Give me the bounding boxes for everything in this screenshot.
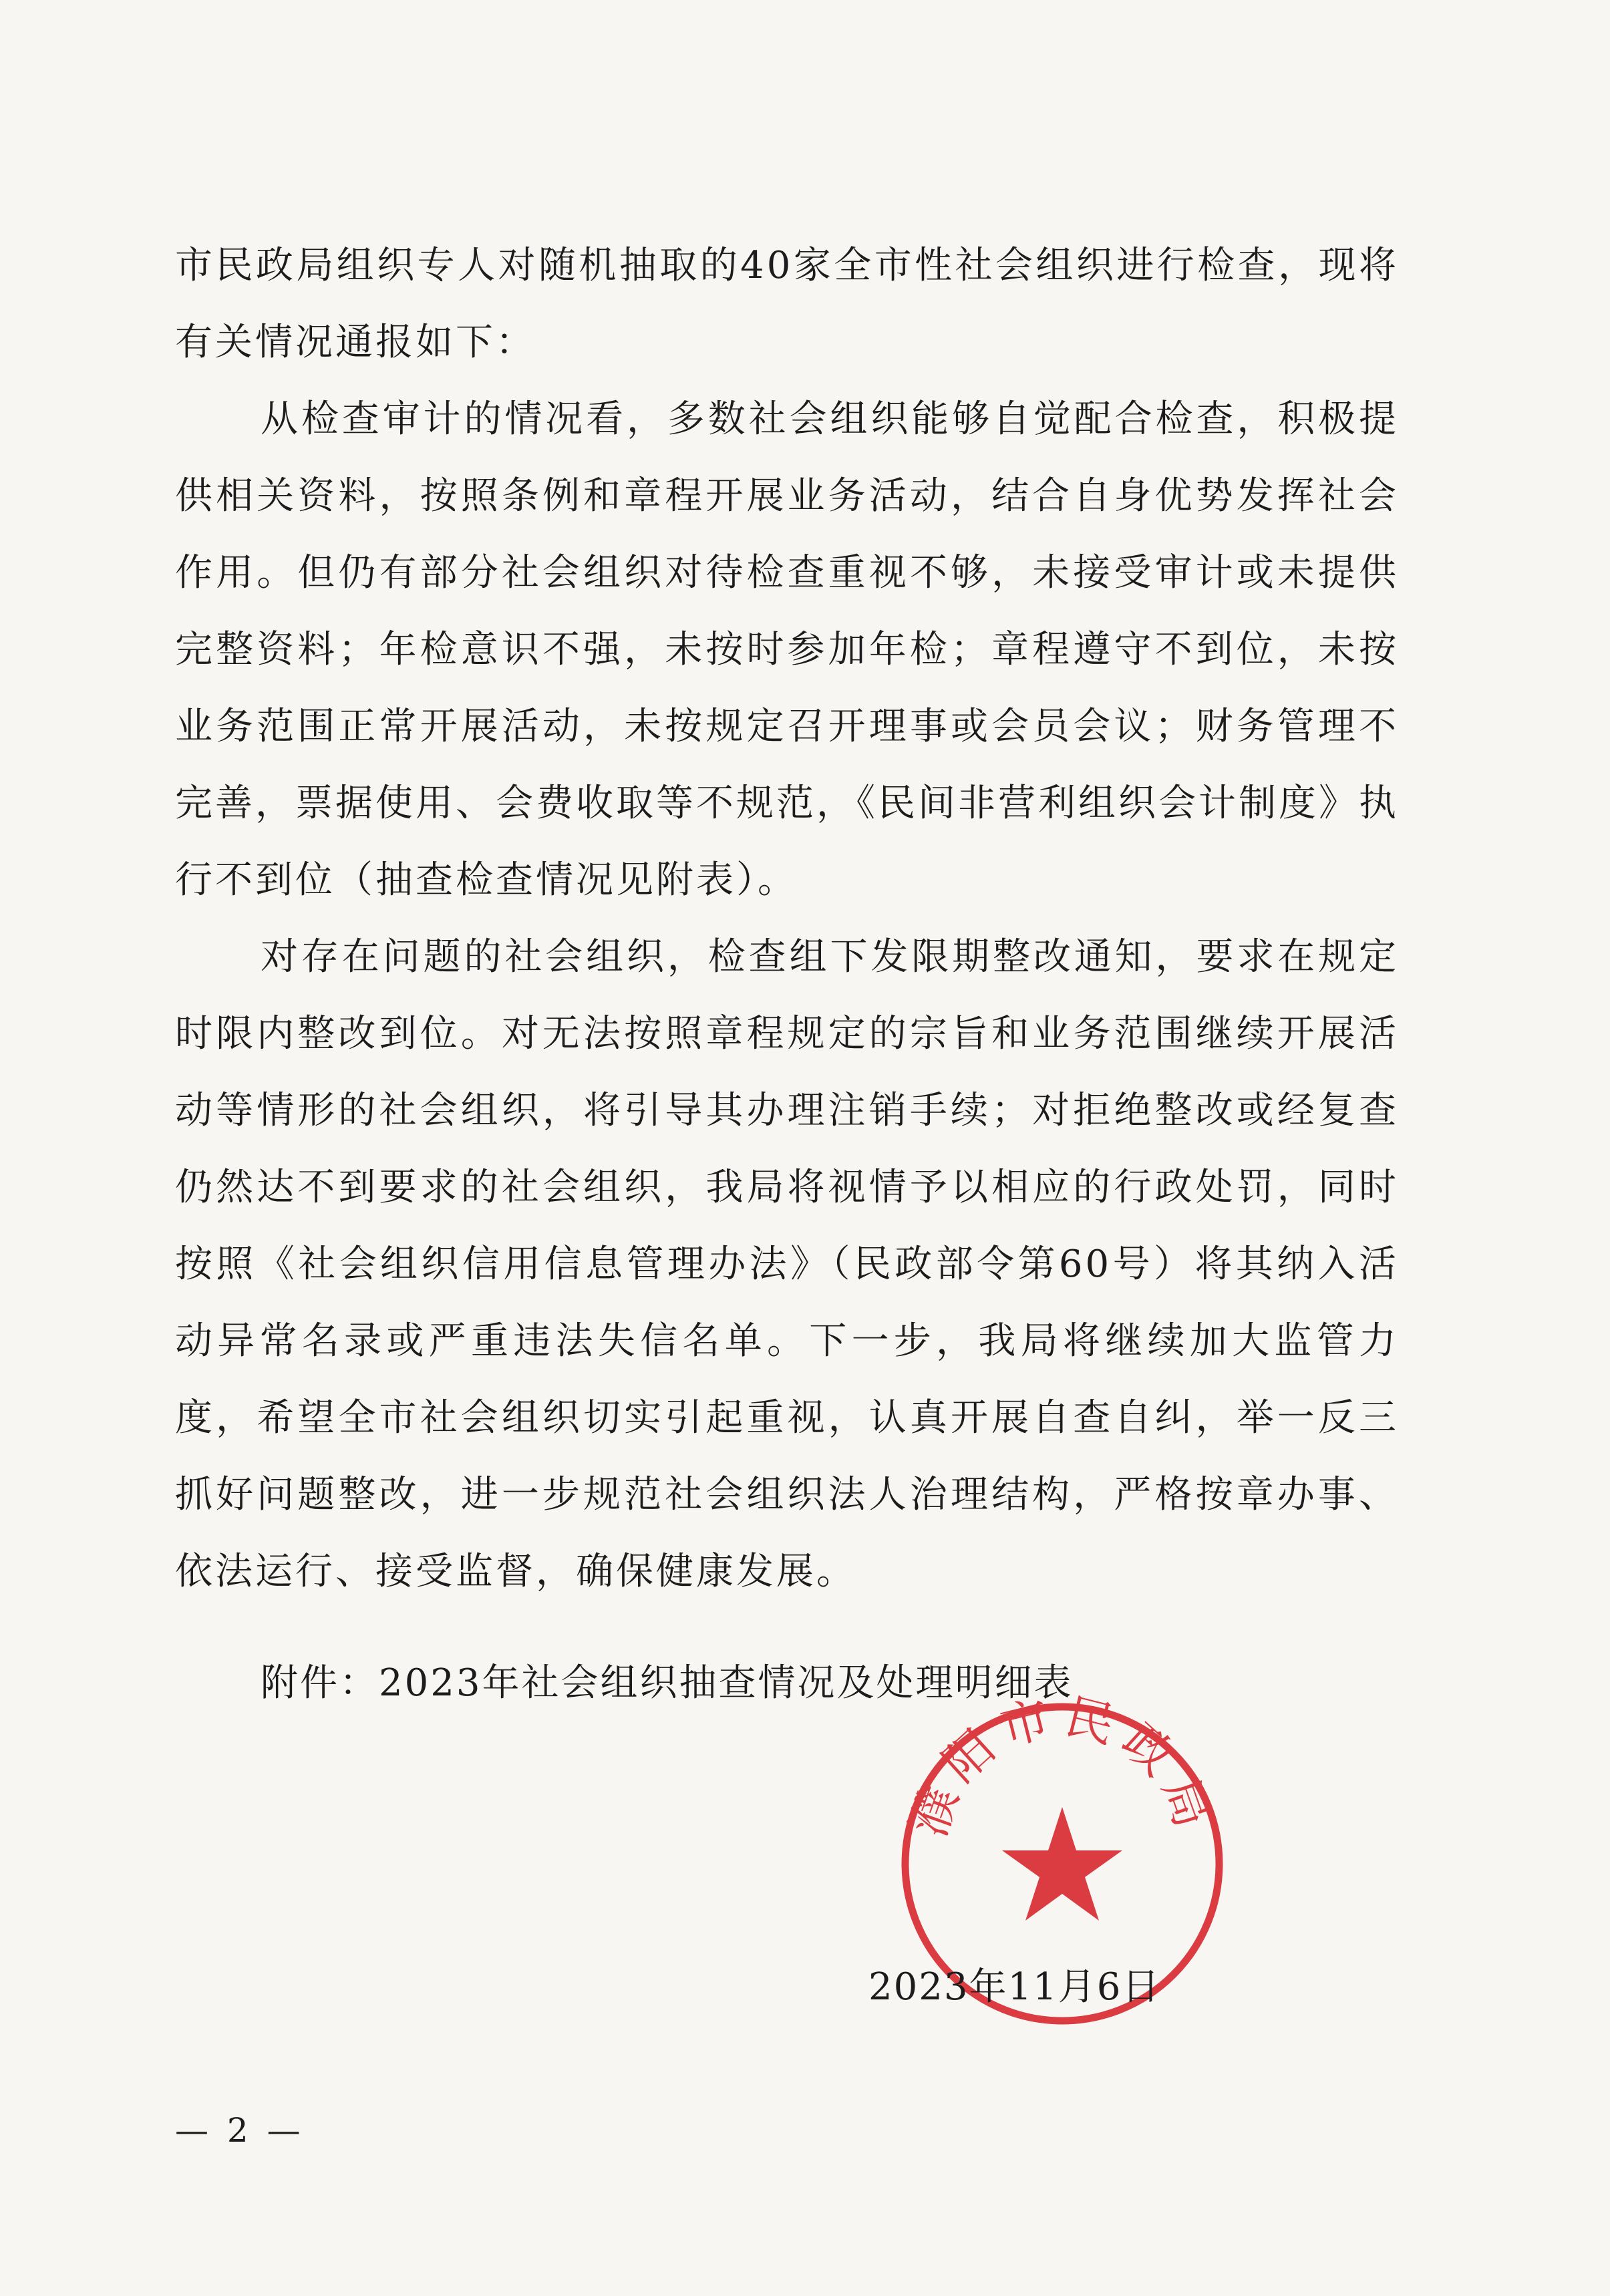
attachment-line: 附件：2023年社会组织抽查情况及处理明细表	[261, 1661, 1074, 1705]
page-number: — 2 —	[175, 2111, 305, 2150]
svg-text:濮阳市民政局: 濮阳市民政局	[900, 1690, 1225, 1844]
paragraph-rectification: 对存在问题的社会组织，检查组下发限期整改通知，要求在规定时限内整改到位。对无法按照章程规定的宗旨和业务范围继续开展活动等情形的社会组织，将引导其办理注销手续；对拒绝整改或经复查仍然达不到要求的社会组织，我局将视情予以相应的行政处罚，同时按照《社会组织信用信息管理办法》（民政部令第60号）将其纳入活动异常名录或严重违法失信名单。下一步，我局将继续加大监管力度，希望全市社会组织切实引起重视，认真开展自查自纠，举一反三抓好问题整改，进一步规范社会组织法人治理结构，严格按章办事、依法运行、接受监督，确保健康发展。	[175, 935, 1399, 1593]
document-date: 2023年11月6日	[868, 1965, 1161, 2009]
paragraph-intro: 市民政局组织专人对随机抽取的40家全市性社会组织进行检查，现将有关情况通报如下：	[175, 244, 1399, 364]
paragraph-findings: 从检查审计的情况看，多数社会组织能够自觉配合检查，积极提供相关资料，按照条例和章程开展业务活动，结合自身优势发挥社会作用。但仍有部分社会组织对待检查重视不够，未接受审计或未提供完整资料；年检意识不强，未按时参加年检；章程遵守不到位，未按业务范围正常开展活动，未按规定召开理事或会员会议；财务管理不完善，票据使用、会费收取等不规范，《民间非营利组织会计制度》执行不到位（抽查检查情况见附表）。	[175, 397, 1399, 902]
